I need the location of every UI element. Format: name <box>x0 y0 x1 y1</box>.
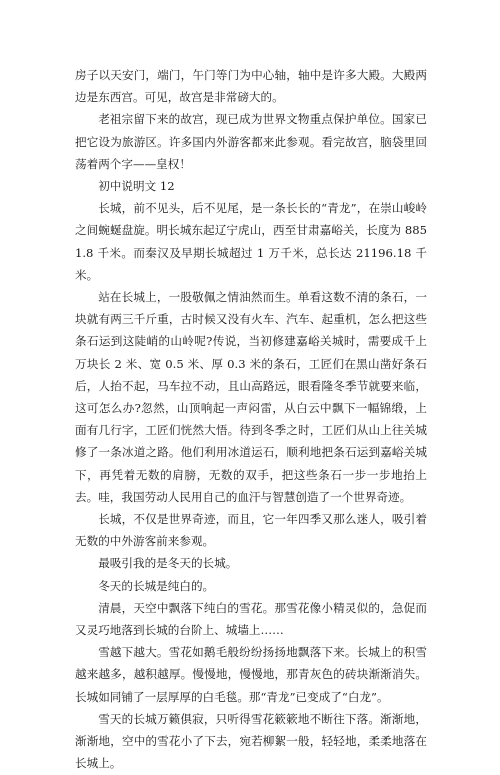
paragraph-heavy-snow: 雪越下越大。雪花如鹅毛般纷纷扬扬地飘落下来。长城上的积雪越来越多，越积越厚。慢慢地，慢慢地，那青灰色的砖块渐渐消失。长城如同铺了一层厚厚的白毛毯。那“青龙”已变成了“白龙”。 <box>75 645 427 704</box>
paragraph-winter-white: 冬天的长城是纯白的。 <box>98 578 215 593</box>
paragraph-great-wall-legend: 站在长城上，一股敬佩之情油然而生。单看这数不清的条石，一块就有两三千斤重，古时候又没有火车、汽车、起重机，怎么把这些条石运到这陡峭的山岭呢?传说，当初修建嘉峪关城时，需要成千上万块长 2 米、宽 0.5 米、厚 0.3 米的条石，工匠们在黑山凿好条石后，人抬不起，马车拉不动，且山高路远，眼看隆冬季节就要来临，这可怎么办?忽然，山顶响起一声闷雷，从白云中飘下一幅锦缎，上面有几行字，工匠们恍然大悟。待到冬季之时，工匠们从山上往关城修了一条冰道之路。他们利用冰道运石，顺利地把条石运到嘉峪关城下，再凭着无数的肩膀，无数的双手，把这些条石一步一步地抬上去。哇，我国劳动人民用自己的血汗与智慧创造了一个世界奇迹。 <box>75 290 427 504</box>
paragraph-winter-favorite: 最吸引我的是冬天的长城。 <box>98 556 238 571</box>
paragraph-morning-snow: 清晨，天空中飘落下纯白的雪花。那雪花像小精灵似的，急促而又灵巧地落到长城的台阶上、城墙上…… <box>75 600 427 638</box>
paragraph-great-wall-intro: 长城，前不见头，后不见尾，是一条长长的“青龙”，在崇山峻岭之间蜿蜒盘旋。明长城东起辽宁虎山，西至甘肃嘉峪关，长度为 8851.8 千米。而秦汉及早期长城超过 1 万千米，总长达 21196.18 千米。 <box>75 201 427 282</box>
section-heading: 初中说明文 12 <box>98 179 175 194</box>
paragraph-palace-layout: 房子以天安门，端门，午门等门为中心轴，轴中是许多大殿。大殿两边是东西宫。可见，故宫是非常磅大的。 <box>75 68 427 105</box>
document-body <box>75 64 427 775</box>
paragraph-palace-heritage: 老祖宗留下来的故宫，现已成为世界文物重点保护单位。国家已把它设为旅游区。许多国内外游客都来此参观。看完故宫，脑袋里回荡着两个字——皇权！ <box>75 112 427 171</box>
paragraph-seasons: 长城，不仅是世界奇迹，而且，它一年四季又那么迷人，吸引着无数的中外游客前来参观。 <box>75 512 427 549</box>
paragraph-quiet-snow: 雪天的长城万籁俱寂，只听得雪花簌簌地不断往下落。渐渐地，渐渐地，空中的雪花小了下去，宛若柳絮一般，轻轻地，柔柔地落在长城上。 <box>75 711 427 771</box>
